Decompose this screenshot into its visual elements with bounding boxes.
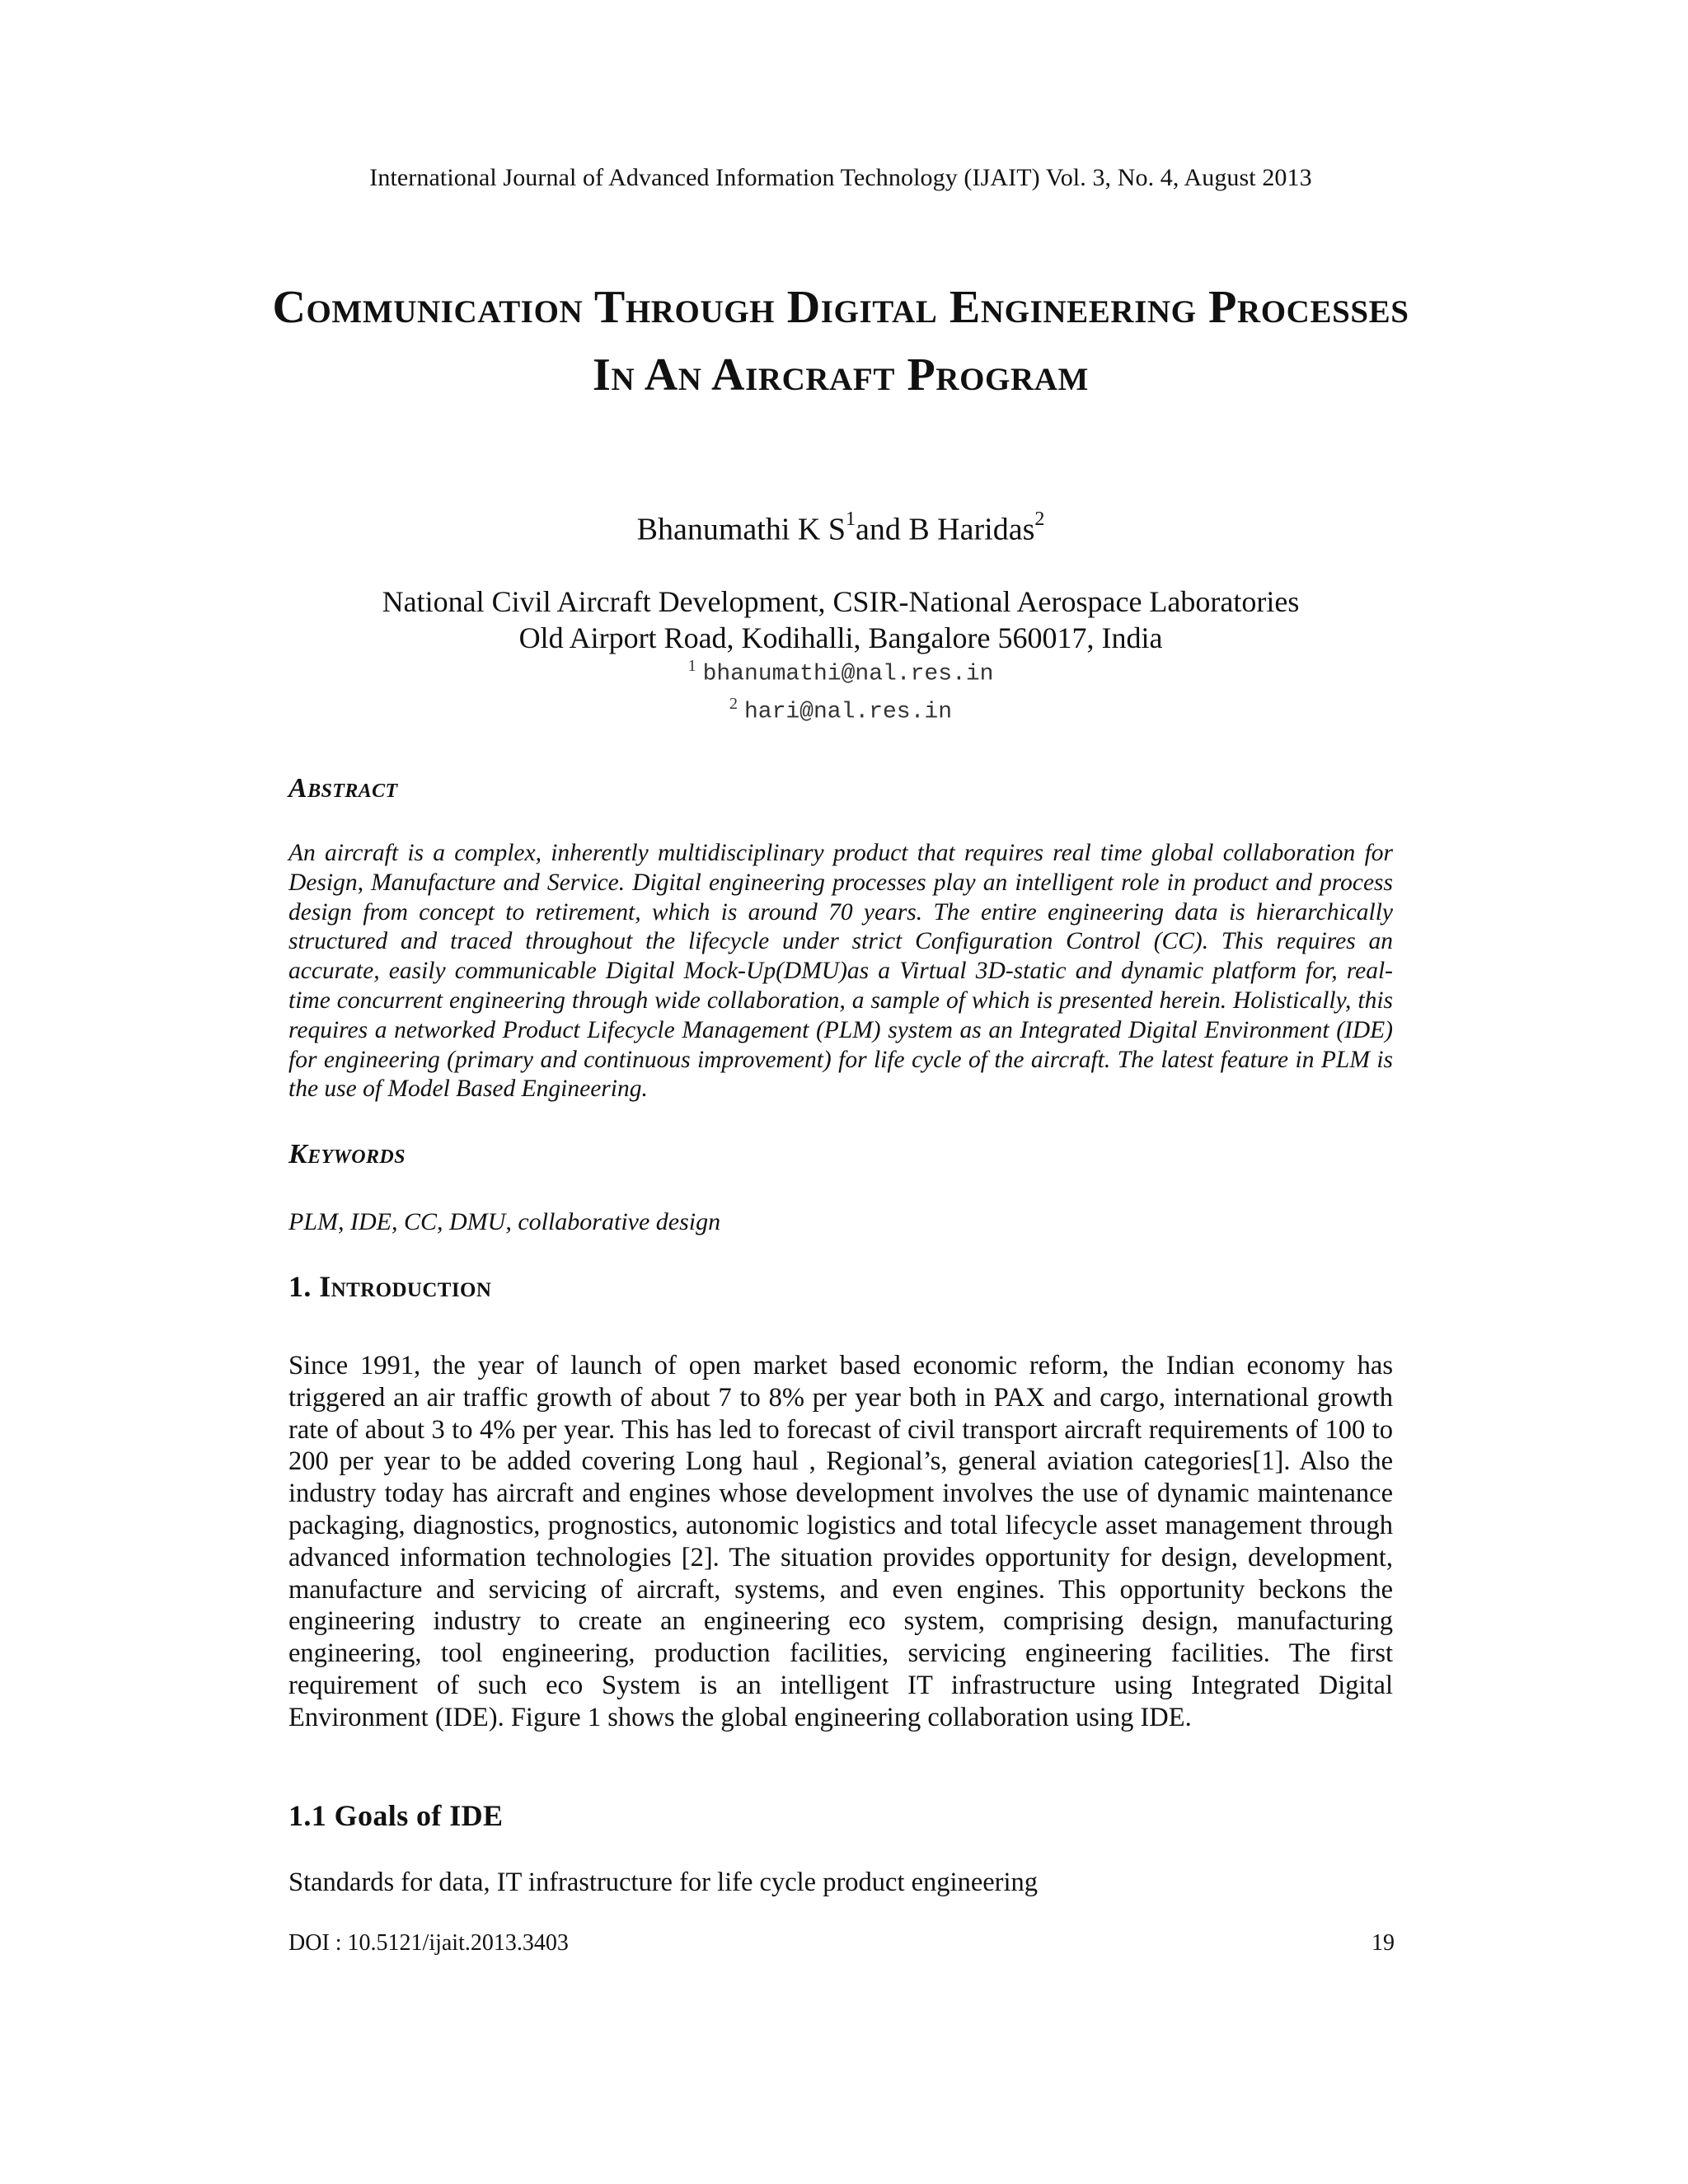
affiliation-line-2: Old Airport Road, Kodihalli, Bangalore 560017, India	[518, 621, 1163, 654]
introduction-heading: 1. Introduction	[288, 1270, 492, 1303]
abstract-text: An aircraft is a complex, inherently multidisciplinary product that requires real time global collaboration for Design, Manufacture and Service. Digital engineering processes play an intelligent role in product and process design from concept to retirement, which is around 70 years. The entire engineering data is hierarchically structured and traced throughout the lifecycle under strict Configuration Control (CC). This requires an accurate, easily communicable Digital Mock-Up(DMU)as a Virtual 3D-static and dynamic platform for, real-time concurrent engineering through wide collaboration, a sample of which is presented herein. Holistically, this requires a networked Product Lifecycle Management (PLM) system as an Integrated Digital Environment (IDE) for engineering (primary and continuous improvement) for life cycle of the aircraft. The latest feature in PLM is the use of Model Based Engineering.	[288, 840, 1393, 1103]
email-2-mark: 2	[729, 695, 738, 714]
abstract-heading: Abstract	[288, 773, 398, 804]
author-2-affiliation-mark: 2	[1034, 509, 1045, 530]
keywords-text: PLM, IDE, CC, DMU, collaborative design	[288, 1208, 721, 1235]
goals-text: Standards for data, IT infrastructure for life cycle product engineering	[288, 1868, 1039, 1897]
author-emails	[0, 651, 1681, 728]
email-1-address[interactable]: bhanumathi@nal.res.in	[702, 661, 994, 687]
author-line	[0, 503, 1681, 550]
author-1-affiliation-mark: 1	[845, 509, 856, 530]
author-connector: and B Haridas	[855, 512, 1035, 547]
page-number: 19	[1372, 1930, 1395, 1956]
running-header: International Journal of Advanced Information Technology (IJAIT) Vol. 3, No. 4, August 2013	[369, 164, 1312, 191]
email-line-2	[0, 689, 1681, 727]
email-line-1	[0, 651, 1681, 689]
email-1-mark: 1	[687, 657, 696, 675]
goals-heading: 1.1 Goals of IDE	[288, 1799, 504, 1832]
email-2-address[interactable]: hari@nal.res.in	[743, 699, 953, 725]
paper-title: Communication Through Digital Engineering Processes In An Aircraft Program	[272, 282, 1409, 401]
keywords-heading: Keywords	[288, 1139, 406, 1169]
footer-doi[interactable]: DOI : 10.5121/ijait.2013.3403	[288, 1930, 569, 1956]
author-1-name: Bhanumathi K S	[636, 512, 846, 547]
affiliation-line-1: National Civil Aircraft Development, CSIR-National Aerospace Laboratories	[382, 585, 1300, 618]
affiliation	[0, 583, 1681, 656]
introduction-text: Since 1991, the year of launch of open market based economic reform, the Indian economy has triggered an air traffic growth of about 7 to 8% per year both in PAX and cargo, international growth rate of about 3 to 4% per year. This has led to forecast of civil transport aircraft requirements of 100 to 200 per year to be added covering Long haul , Regional’s, general aviation categories[1]. Also the industry today has aircraft and engines whose development involves the use of dynamic maintenance packaging, diagnostics, prognostics, autonomic logistics and total lifecycle asset management through advanced information technologies [2]. The situation provides opportunity for design, development, manufacture and servicing of aircraft, systems, and even engines. This opportunity beckons the engineering industry to create an engineering eco system, comprising design, manufacturing engineering, tool engineering, production facilities, servicing engineering facilities. The first requirement of such eco System is an intelligent IT infrastructure using Integrated Digital Environment (IDE). Figure 1 shows the global engineering collaboration using IDE.	[288, 1351, 1393, 1732]
